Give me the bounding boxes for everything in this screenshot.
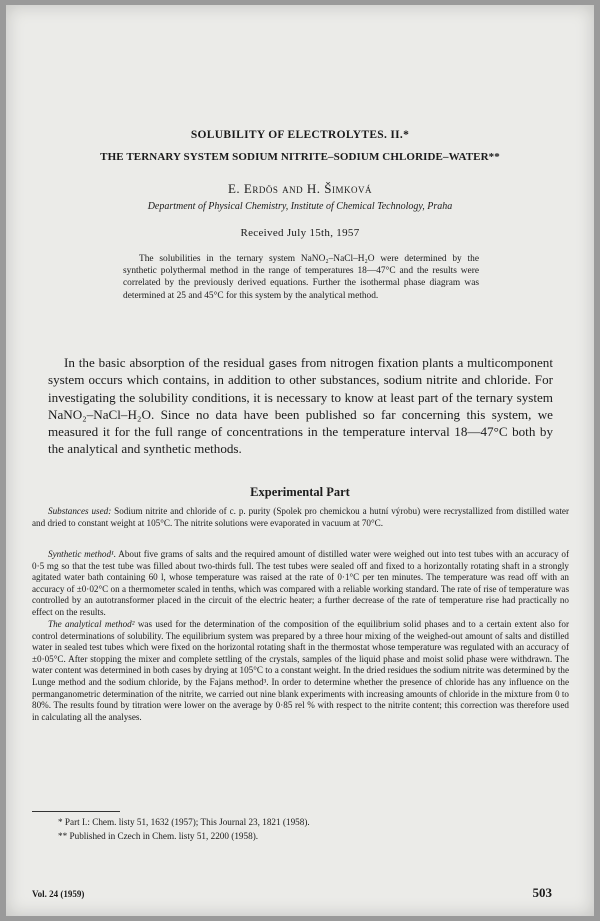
paragraph-lead: The analytical method² bbox=[48, 619, 135, 629]
paragraph-text: Sodium nitrite and chloride of c. p. purity (Spolek pro chemickou a hutní výrobu) were recrystallized from distilled water and dried to constant weight at 105°C. The nitrite solutions were evaporated in vacuum at 70°C. bbox=[32, 506, 569, 528]
section-heading: Experimental Part bbox=[250, 485, 350, 499]
abstract bbox=[123, 253, 479, 302]
introduction bbox=[48, 354, 553, 458]
footnotes bbox=[58, 816, 558, 843]
title-line-2: THE TERNARY SYSTEM SODIUM NITRITE–SODIUM CHLORIDE–WATER** bbox=[100, 151, 500, 163]
paragraph-substances bbox=[32, 506, 569, 529]
department: Department of Physical Chemistry, Institute of Chemical Technology, Praha bbox=[147, 201, 453, 212]
intro-text: In the basic absorption of the residual gases from nitrogen fixation plants a multicomponent system occurs which contains, in addition to other substances, sodium nitrite and chloride. For investigating the solubility conditions, it is necessary to know at least part of the ternary system NaNO₂–NaCl–H₂O. Since no data have been published so far concerning this system, we measured it for the full range of concentrations in the temperature interval 18—47°C both by the analytical and synthetic methods. bbox=[48, 355, 553, 457]
paragraph-text: About five grams of salts and the required amount of distilled water were weighed out into test tubes with an accuracy of 0·5 mg so that the test tube was filled about two-thirds full. The test tubes were sealed off and fixed to a horizontally rotating shaft in a strongly agitated water bath containing 60 l, whose temperature was raised at the rate of 0·1°C per ten minutes. The temperature was read off with an accuracy of ±0·02°C on a thermometer scaled in tenths, which was compared with a reliable working standard. The rate of rise of temperature was controlled by an autotransformer placed in the circuit of the electric heater; a further decrease of the rate of temperature rise had practically no effect on the results. bbox=[32, 549, 570, 617]
paper-page bbox=[6, 5, 594, 916]
paragraph-text: was used for the determination of the composition of the equilibrium solid phases and to a certain extent also for control determinations of solubility. The equilibrium system was prepared by a three hour mixing of the weighed-out amount of salts and distilled water in sealed test tubes which were fixed on the horizontal rotating shaft in the thermostat whose temperature was regulated with an accuracy of ±0·05°C. After stopping the mixer and complete settling of the crystals, samples of the liquid phase and moist solid phase were withdrawn. The water content was determined in both cases by drying at 105°C to a constant weight. In the dried residues the sodium nitrite was determined by the Lunge method and the sodium chloride, by the Fajans method³. In order to determine whether the presence of chloride has any influence on the permanganometric determination of the nitrite, we carried out nine blank experiments with increasing amounts of chloride in the mixture from 0 to 80%. The results found by titration were lower on the average by 0·85 rel % with respect to the nitrite content; this correction was therefore used in calculating all the analyses. bbox=[32, 619, 569, 722]
abstract-text: The solubilities in the ternary system NaNO₂–NaCl–H₂O were determined by the synthetic polythermal method in the range of temperatures 18—47°C and the results were correlated by the previously derived equations. Further the isothermal phase diagram was determined at 25 and 45°C for this system by the analytical method. bbox=[123, 254, 479, 301]
page-number: 503 bbox=[532, 885, 552, 900]
volume-info: Vol. 24 (1959) bbox=[32, 889, 85, 899]
footnote-2: ** Published in Czech in Chem. listy 51, 2200 (1958). bbox=[58, 830, 259, 841]
paragraph-synthetic-method bbox=[32, 549, 569, 619]
footnote-rule bbox=[32, 811, 120, 812]
received-date: Received July 15th, 1957 bbox=[240, 227, 360, 239]
title-line-1: SOLUBILITY OF ELECTROLYTES. II.* bbox=[190, 129, 410, 141]
footnote-1: * Part I.: Chem. listy 51, 1632 (1957); This Journal 23, 1821 (1958). bbox=[58, 817, 310, 827]
paragraph-lead: Synthetic method¹. bbox=[48, 549, 117, 559]
authors: E. Erdös and H. Šimková bbox=[227, 181, 372, 196]
paragraph-analytical-method bbox=[32, 619, 569, 723]
paragraph-lead: Substances used: bbox=[48, 506, 112, 516]
